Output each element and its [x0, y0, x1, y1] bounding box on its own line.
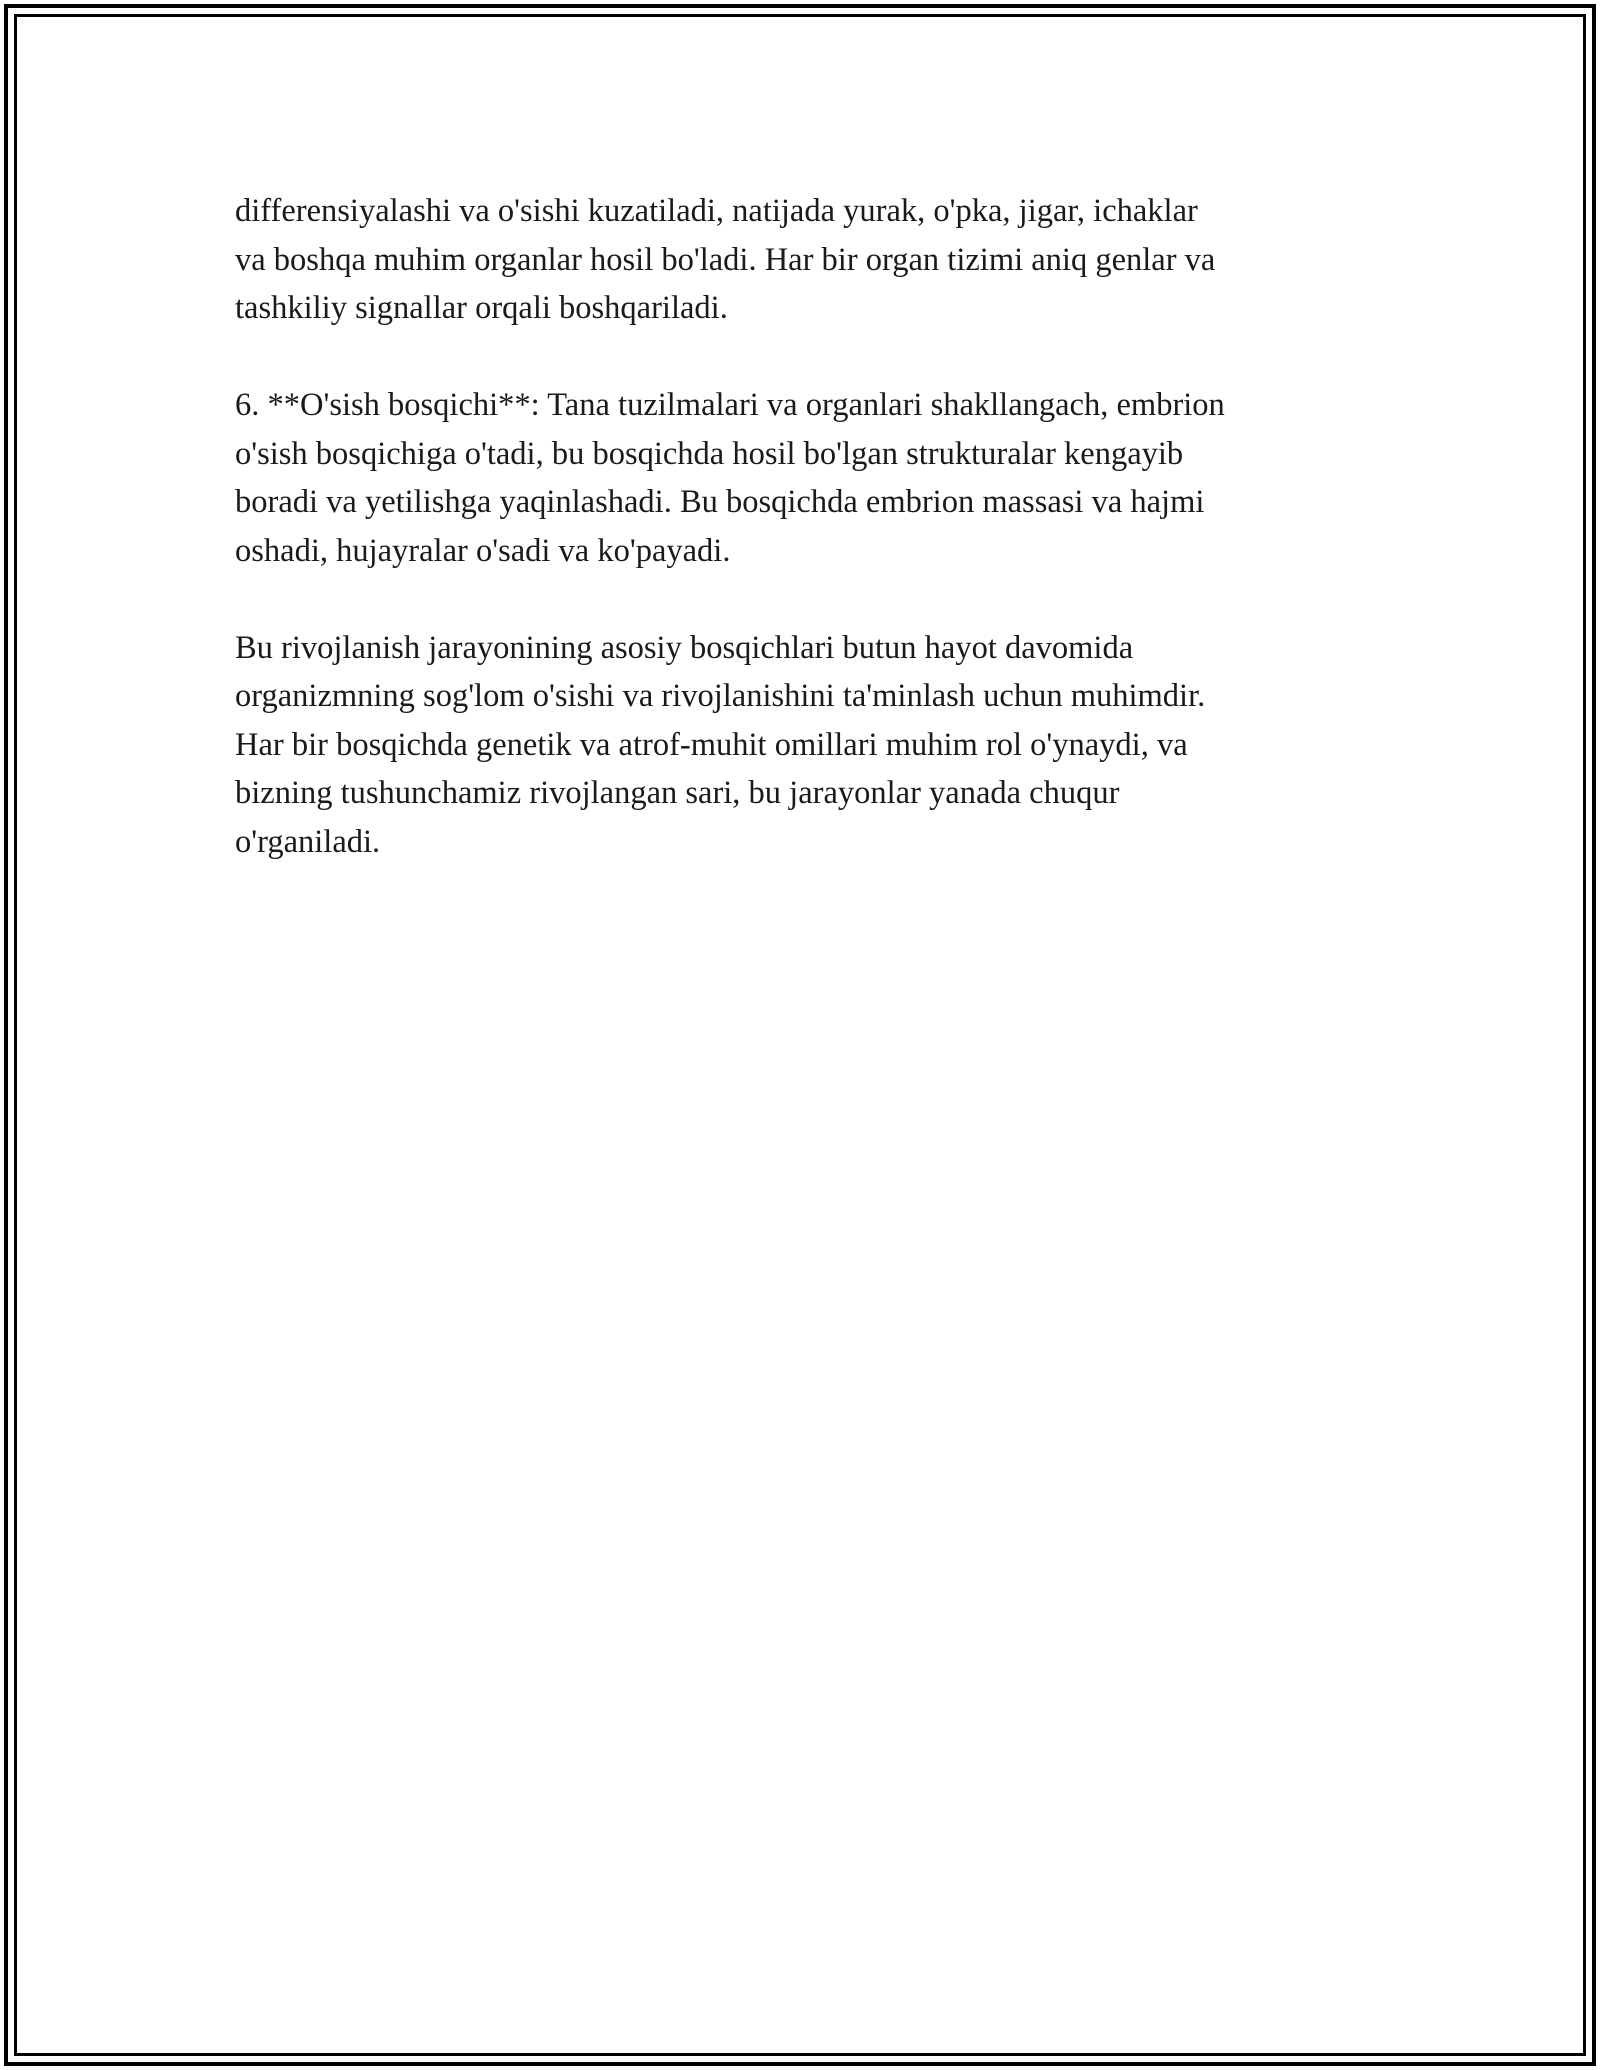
paragraph-conclusion: Bu rivojlanish jarayonining asosiy bosqichlari butun hayot davomida organizmning sog'lom o'sishi va rivojlanishini ta'minlash uchun muhimdir. Har bir bosqichda genetik va atrof-muhit omillari muhim rol o'ynaydi, va bizning tushunchamiz rivojlangan sari, bu jarayonlar yanada chuqur o'rganiladi. — [235, 629, 1206, 860]
paragraph-growth-stage: 6. **O'sish bosqichi**: Tana tuzilmalari va organlari shakllangach, embrion o'sish bosqichiga o'tadi, bu bosqichda hosil bo'lgan strukturalar kengayib boradi va yetilishga yaqinlashadi. Bu bosqichda embrion massasi va hajmi oshadi, hujayralar o'sadi va ko'payadi. — [235, 387, 1225, 569]
document-body — [235, 187, 1365, 915]
paragraph-organ-formation: differensiyalashi va o'sishi kuzatiladi, natijada yurak, o'pka, jigar, ichaklar va boshqa muhim organlar hosil bo'ladi. Har bir organ tizimi aniq genlar va tashkiliy signallar orqali boshqariladi. — [235, 193, 1216, 326]
